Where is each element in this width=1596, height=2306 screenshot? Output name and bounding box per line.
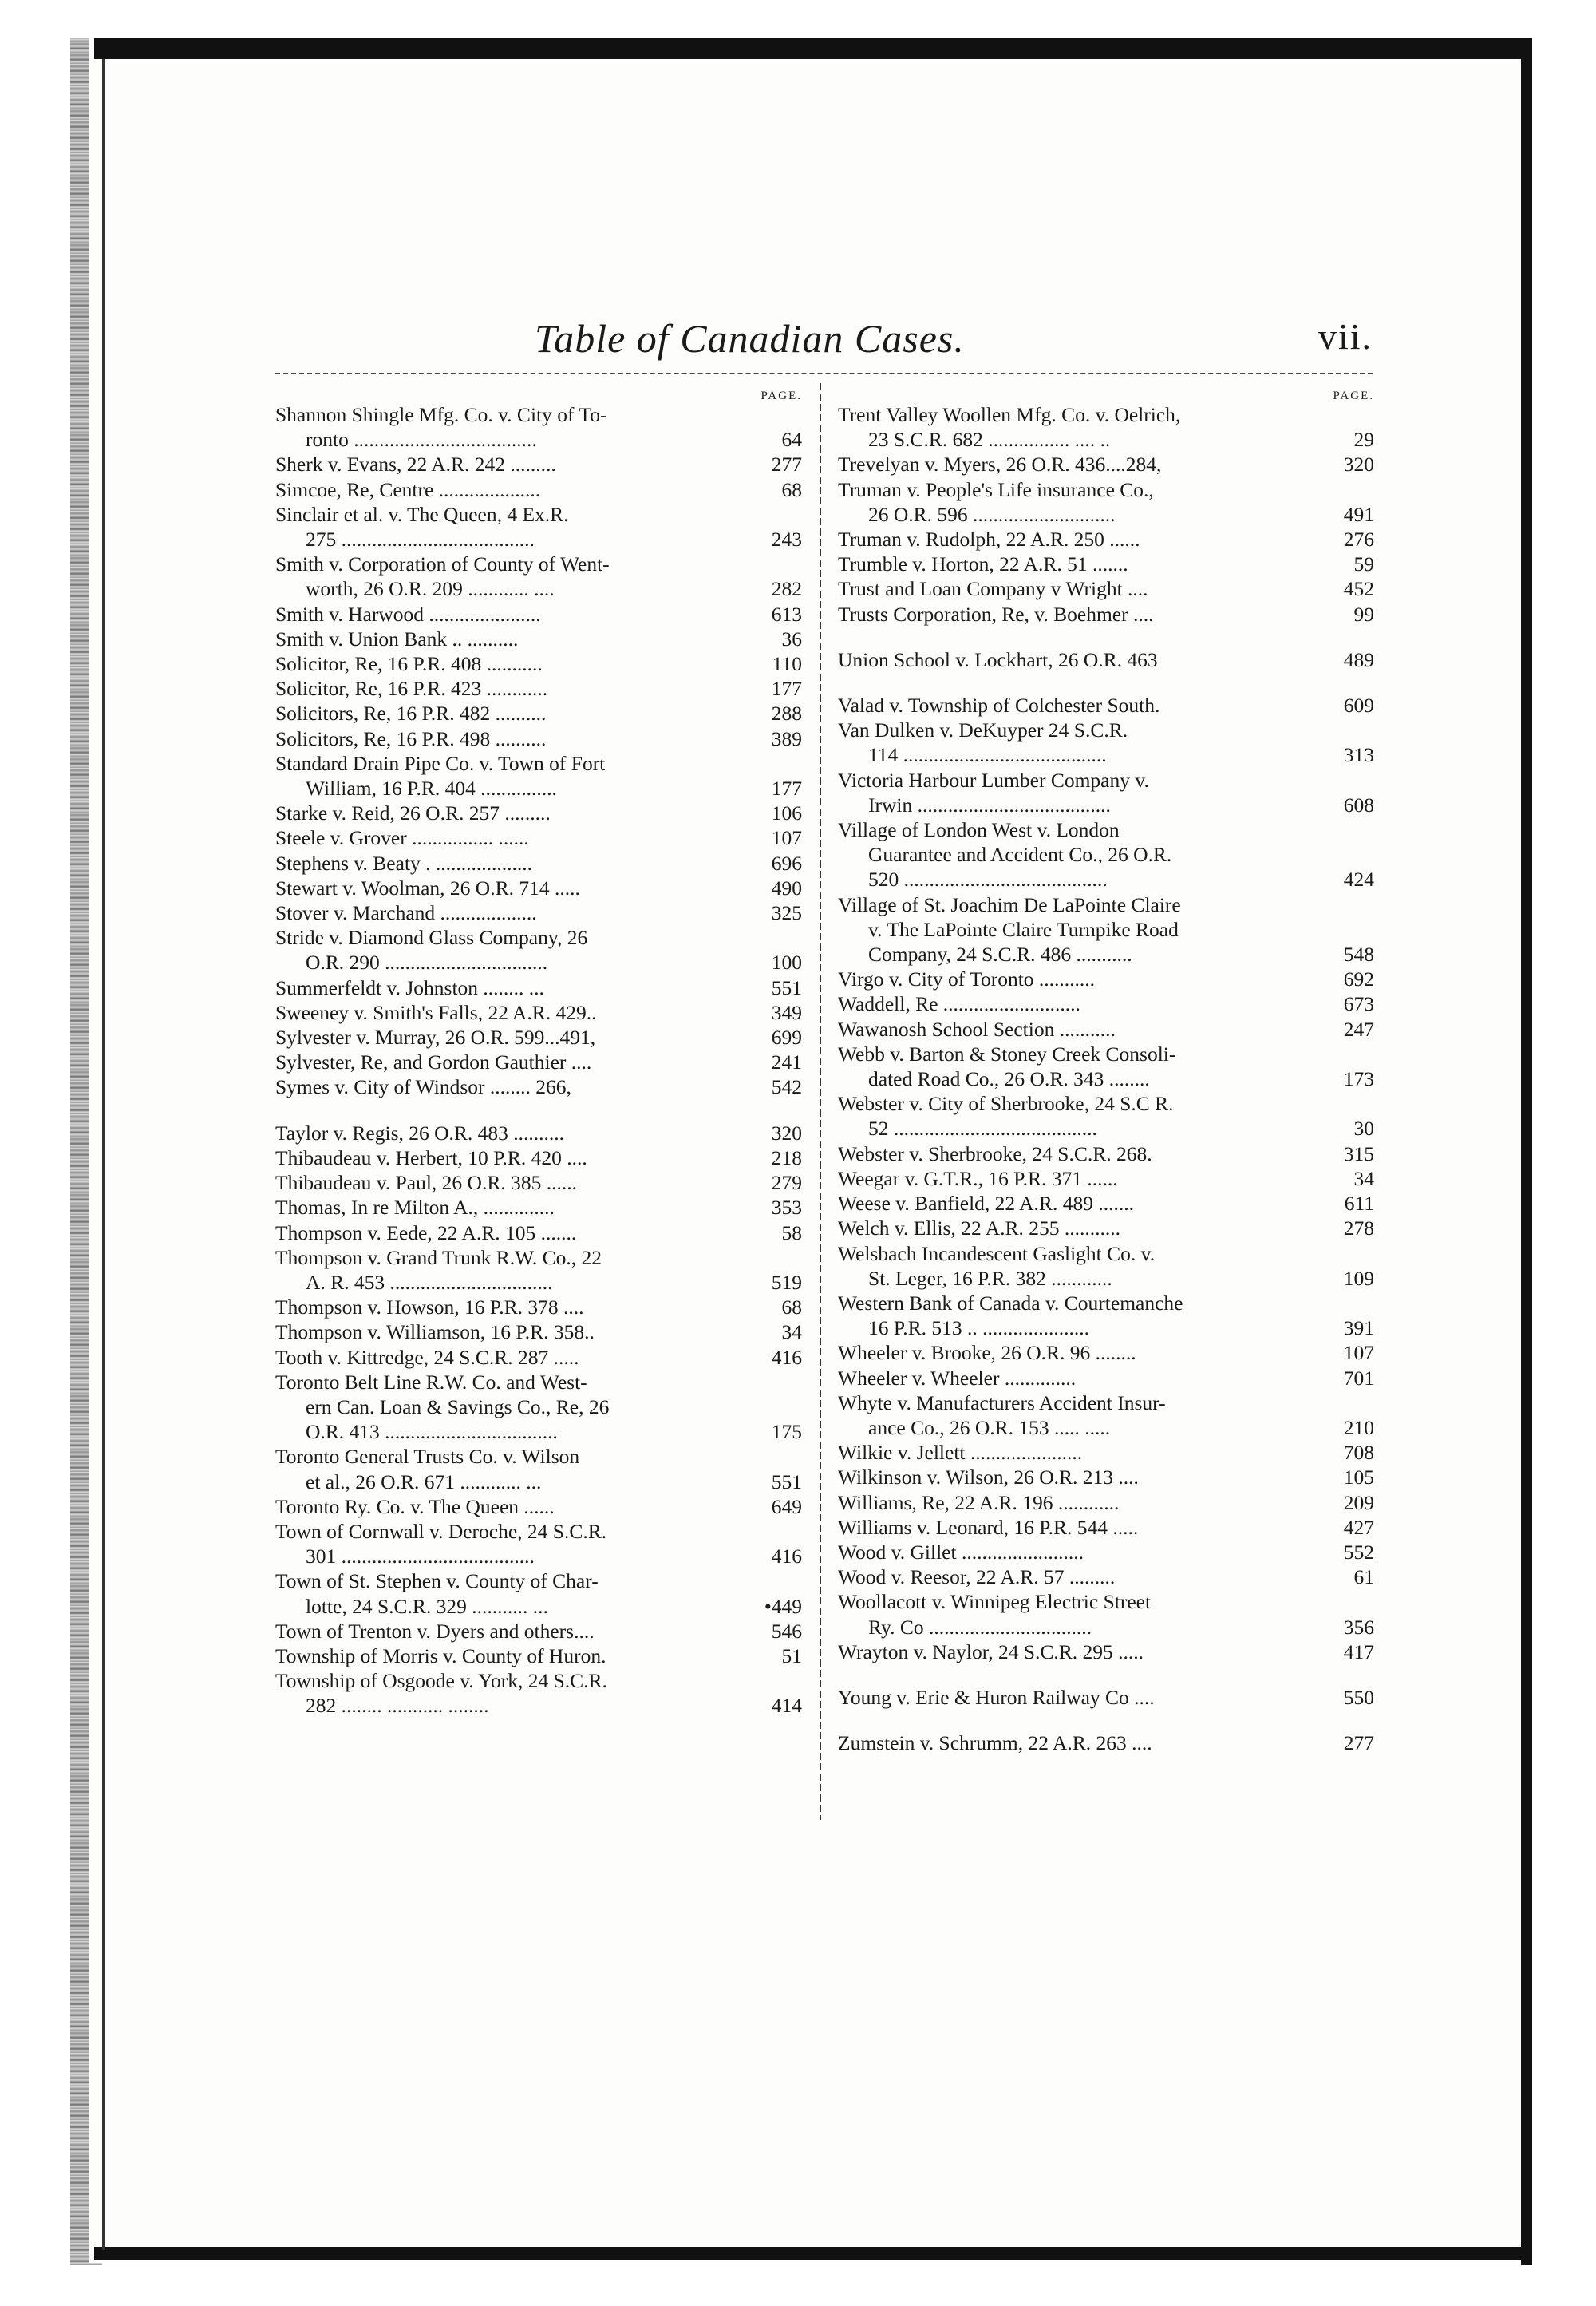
case-page-number: 546 xyxy=(771,1619,802,1643)
case-entry-text: Trent Valley Woollen Mfg. Co. v. Oelrich, xyxy=(838,403,1181,426)
case-page-number: 68 xyxy=(781,477,802,501)
case-entry-text: Wood v. Gillet ........................ xyxy=(838,1540,1084,1564)
case-page-number: 609 xyxy=(1343,694,1374,718)
case-entry xyxy=(838,1465,1374,1489)
case-entry xyxy=(838,1440,1374,1465)
case-entry-text: 275 ...................................... xyxy=(306,528,535,552)
case-entry-text: Van Dulken v. DeKuyper 24 S.C.R. xyxy=(838,718,1128,742)
column-divider xyxy=(820,383,821,1820)
case-page-number: 611 xyxy=(1344,1192,1374,1216)
case-page-number: 177 xyxy=(771,777,802,801)
case-page-number: 551 xyxy=(771,975,802,999)
case-entry xyxy=(275,1074,802,1099)
case-entry-text: Wilkie v. Jellett ...................... xyxy=(838,1441,1083,1465)
case-page-number: 279 xyxy=(771,1171,802,1195)
case-entry-text: Trust and Loan Company v Wright .... xyxy=(838,577,1148,601)
case-entry xyxy=(838,647,1374,672)
case-entry xyxy=(838,477,1374,527)
case-page-number: 173 xyxy=(1343,1067,1374,1091)
case-entry-text: Toronto Ry. Co. v. The Queen ...... xyxy=(275,1494,555,1518)
case-entry xyxy=(275,1643,802,1668)
case-entry xyxy=(838,768,1374,817)
case-entry-text: Solicitors, Re, 16 P.R. 498 .......... xyxy=(275,726,547,750)
case-entry-text: Symes v. City of Windsor ........ 266, xyxy=(275,1075,571,1099)
case-entry-text: Smith v. Harwood ...................... xyxy=(275,602,541,626)
case-entry xyxy=(838,1685,1374,1710)
case-page-number: 177 xyxy=(771,677,802,701)
case-page-number: 708 xyxy=(1343,1441,1374,1465)
section-gap xyxy=(838,1710,1374,1730)
case-entry-text: Weese v. Banfield, 22 A.R. 489 ....... xyxy=(838,1192,1134,1216)
case-entry-text: 26 O.R. 596 ............................ xyxy=(868,502,1116,526)
case-entry-text: 282 ........ ........... ........ xyxy=(306,1694,489,1718)
case-page-number: 608 xyxy=(1343,793,1374,817)
case-entry-text: Welch v. Ellis, 22 A.R. 255 ........... xyxy=(838,1216,1120,1240)
case-entry xyxy=(838,1390,1374,1440)
case-page-number: 210 xyxy=(1343,1415,1374,1439)
case-entry-text: Weegar v. G.T.R., 16 P.R. 371 ...... xyxy=(838,1166,1118,1190)
case-page-number: 58 xyxy=(781,1220,802,1244)
case-entry xyxy=(275,751,802,801)
case-entry xyxy=(838,1589,1374,1639)
case-entry-text: Truman v. People's Life insurance Co., xyxy=(838,477,1154,501)
case-entry-text: Williams v. Leonard, 16 P.R. 544 ..... xyxy=(838,1515,1139,1539)
case-entry xyxy=(838,1730,1374,1755)
case-entry-text: Village of St. Joachim De LaPointe Claire xyxy=(838,892,1181,916)
case-entry-text: Western Bank of Canada v. Courtemanche xyxy=(838,1291,1183,1315)
case-entry-text: 52 ........................................ xyxy=(868,1117,1097,1141)
case-page-number: 692 xyxy=(1343,967,1374,991)
case-page-number: 701 xyxy=(1343,1366,1374,1390)
case-entry-text: Sylvester v. Murray, 26 O.R. 599...491, xyxy=(275,1026,596,1050)
case-entry-text: Stride v. Diamond Glass Company, 26 xyxy=(275,926,588,950)
case-entry-text: Welsbach Incandescent Gaslight Co. v. xyxy=(838,1241,1156,1265)
case-entry xyxy=(838,402,1374,452)
case-entry-text: Toronto Belt Line R.W. Co. and West- xyxy=(275,1370,587,1394)
case-page-number: 276 xyxy=(1343,528,1374,552)
case-entry xyxy=(838,1017,1374,1042)
left-page-label: PAGE. xyxy=(760,390,802,402)
case-page-number: 64 xyxy=(781,428,802,452)
case-entry-text: Township of Osgoode v. York, 24 S.C.R. xyxy=(275,1669,607,1693)
case-page-number: 414 xyxy=(771,1694,802,1718)
case-entry-text: O.R. 413 .................................. xyxy=(306,1420,558,1444)
case-entry-text: William, 16 P.R. 404 ............... xyxy=(306,777,557,801)
case-page-number: 391 xyxy=(1343,1316,1374,1340)
case-page-number: 243 xyxy=(771,528,802,552)
case-entry-text: Thomas, In re Milton A., .............. xyxy=(275,1196,555,1220)
case-entry-text: ern Can. Loan & Savings Co., Re, 26 xyxy=(306,1394,610,1418)
case-entry xyxy=(838,1640,1374,1664)
case-page-number: 105 xyxy=(1343,1465,1374,1489)
case-entry xyxy=(275,627,802,651)
case-entry-text: Village of London West v. London xyxy=(838,818,1120,842)
case-entry xyxy=(838,1216,1374,1240)
case-entry xyxy=(275,1370,802,1445)
case-entry-text: ronto .................................... xyxy=(306,428,537,452)
case-entry-text: Solicitor, Re, 16 P.R. 408 ........... xyxy=(275,652,543,676)
case-entry-text: Irwin ...................................... xyxy=(868,793,1111,817)
case-page-number: 109 xyxy=(1343,1266,1374,1290)
case-entry-text: Sweeney v. Smith's Falls, 22 A.R. 429.. xyxy=(275,1000,597,1024)
case-entry xyxy=(275,1444,802,1493)
case-entry-text: ance Co., 26 O.R. 153 ..... ..... xyxy=(868,1415,1111,1439)
case-entry-text: Wheeler v. Wheeler .............. xyxy=(838,1366,1077,1390)
case-page-number: 320 xyxy=(1343,453,1374,477)
case-page-number: 51 xyxy=(781,1643,802,1667)
case-entry xyxy=(838,718,1374,767)
case-entry-text: Stewart v. Woolman, 26 O.R. 714 ..... xyxy=(275,876,580,900)
case-entry-text: Thibaudeau v. Paul, 26 O.R. 385 ...... xyxy=(275,1171,577,1195)
case-page-number: •449 xyxy=(764,1594,802,1618)
case-entry xyxy=(838,1166,1374,1191)
case-entry-text: Steele v. Grover ................ ...... xyxy=(275,826,529,850)
case-page-number: 241 xyxy=(771,1050,802,1074)
case-entry-text: O.R. 290 ................................ xyxy=(306,951,548,975)
case-page-number: 427 xyxy=(1343,1515,1374,1539)
case-page-number: 34 xyxy=(781,1320,802,1344)
case-entry-text: Wood v. Reesor, 22 A.R. 57 ......... xyxy=(838,1565,1116,1589)
case-entry-text: 23 S.C.R. 682 ................ .... .. xyxy=(868,428,1111,452)
case-entry xyxy=(275,502,802,552)
case-entry xyxy=(275,1519,802,1568)
case-entry xyxy=(838,817,1374,892)
case-entry xyxy=(838,1141,1374,1166)
case-entry-text: Starke v. Reid, 26 O.R. 257 ......... xyxy=(275,801,551,825)
case-page-number: 649 xyxy=(771,1494,802,1518)
case-entry xyxy=(275,851,802,876)
left-column xyxy=(275,390,802,1719)
right-column xyxy=(838,390,1374,1755)
case-entry-text: Solicitor, Re, 16 P.R. 423 ............ xyxy=(275,677,548,701)
case-entry xyxy=(838,991,1374,1016)
case-page-number: 353 xyxy=(771,1196,802,1220)
case-entry-text: Young v. Erie & Huron Railway Co .... xyxy=(838,1685,1155,1709)
case-page-number: 313 xyxy=(1343,743,1374,767)
case-page-number: 673 xyxy=(1343,992,1374,1016)
case-entry xyxy=(275,1170,802,1195)
case-page-number: 277 xyxy=(1343,1731,1374,1755)
case-page-number: 282 xyxy=(771,577,802,601)
case-entry-text: 301 ...................................... xyxy=(306,1545,535,1568)
case-entry-text: Wilkinson v. Wilson, 26 O.R. 213 .... xyxy=(838,1465,1139,1489)
case-entry-text: A. R. 453 ................................ xyxy=(306,1270,553,1294)
case-entry xyxy=(275,1494,802,1519)
case-page-number: 542 xyxy=(771,1075,802,1099)
left-entry-list xyxy=(275,402,802,1719)
case-entry xyxy=(275,1050,802,1074)
case-page-number: 218 xyxy=(771,1145,802,1169)
right-border-rule xyxy=(1521,38,1532,2265)
case-entry xyxy=(275,402,802,452)
case-entry-text: Toronto General Trusts Co. v. Wilson xyxy=(275,1445,580,1469)
case-entry-text: Township of Morris v. County of Huron. xyxy=(275,1643,606,1667)
left-border-rule xyxy=(102,59,105,2250)
case-entry-text: v. The LaPointe Claire Turnpike Road xyxy=(868,917,1179,941)
case-entry xyxy=(838,1191,1374,1216)
case-entry-text: Thompson v. Williamson, 16 P.R. 358.. xyxy=(275,1320,595,1344)
case-page-number: 389 xyxy=(771,726,802,750)
case-entry-text: Zumstein v. Schrumm, 22 A.R. 263 .... xyxy=(838,1731,1152,1755)
case-page-number: 424 xyxy=(1343,868,1374,892)
case-entry xyxy=(275,452,802,477)
case-page-number: 550 xyxy=(1343,1685,1374,1709)
case-entry-text: Shannon Shingle Mfg. Co. v. City of To- xyxy=(275,403,607,426)
case-entry-text: dated Road Co., 26 O.R. 343 ........ xyxy=(868,1067,1150,1091)
case-entry xyxy=(275,1000,802,1025)
case-entry-text: Smith v. Corporation of County of Went- xyxy=(275,552,610,576)
case-entry xyxy=(838,1515,1374,1540)
case-entry-text: Thompson v. Howson, 16 P.R. 378 .... xyxy=(275,1295,584,1319)
case-page-number: 416 xyxy=(771,1345,802,1369)
case-entry-text: Smith v. Union Bank .. .......... xyxy=(275,627,519,651)
case-entry-text: Solicitors, Re, 16 P.R. 482 .......... xyxy=(275,702,547,726)
case-entry-text: Woollacott v. Winnipeg Electric Street xyxy=(838,1590,1152,1614)
page-header xyxy=(271,315,1373,363)
case-entry xyxy=(275,1319,802,1344)
case-entry xyxy=(275,477,802,502)
case-page-number: 489 xyxy=(1343,647,1374,671)
top-border-rule xyxy=(94,38,1531,59)
case-entry-text: Standard Drain Pipe Co. v. Town of Fort xyxy=(275,751,606,775)
case-page-number: 288 xyxy=(771,702,802,726)
case-entry-text: Summerfeldt v. Johnston ........ ... xyxy=(275,975,544,999)
case-page-number: 209 xyxy=(1343,1490,1374,1514)
case-entry-text: Webster v. City of Sherbrooke, 24 S.C R. xyxy=(838,1092,1174,1116)
case-entry-text: Thompson v. Eede, 22 A.R. 105 ....... xyxy=(275,1220,577,1244)
case-entry-text: Town of Trenton v. Dyers and others.... xyxy=(275,1619,595,1643)
case-entry xyxy=(838,1564,1374,1589)
case-page-number: 417 xyxy=(1343,1640,1374,1663)
case-entry-text: Guarantee and Accident Co., 26 O.R. xyxy=(868,843,1172,867)
case-entry-text: worth, 26 O.R. 209 ............ .... xyxy=(306,577,555,601)
case-entry xyxy=(275,1345,802,1370)
case-page-number: 100 xyxy=(771,951,802,975)
bottom-border-rule xyxy=(94,2247,1531,2260)
case-entry-text: Company, 24 S.C.R. 486 ........... xyxy=(868,943,1132,967)
case-entry-text: Tooth v. Kittredge, 24 S.C.R. 287 ..... xyxy=(275,1345,579,1369)
case-page-number: 110 xyxy=(772,652,802,676)
case-entry xyxy=(838,452,1374,477)
case-entry-text: 16 P.R. 513 .. ..................... xyxy=(868,1316,1089,1340)
case-entry xyxy=(838,576,1374,601)
case-entry-text: 520 ........................................ xyxy=(868,868,1108,892)
case-entry-text: Wawanosh School Section ........... xyxy=(838,1017,1116,1041)
case-entry-text: Virgo v. City of Toronto ........... xyxy=(838,967,1096,991)
case-entry-text: Webster v. Sherbrooke, 24 S.C.R. 268. xyxy=(838,1141,1152,1165)
case-entry-text: Simcoe, Re, Centre .................... xyxy=(275,477,541,501)
case-entry xyxy=(838,552,1374,576)
case-page-number: 107 xyxy=(1343,1341,1374,1365)
case-page-number: 59 xyxy=(1353,552,1374,576)
page-title: Table of Canadian Cases. xyxy=(535,316,965,361)
case-page-number: 247 xyxy=(1343,1017,1374,1041)
case-page-number: 34 xyxy=(1353,1166,1374,1190)
case-page-number: 356 xyxy=(1343,1615,1374,1639)
case-entry-text: Town of Cornwall v. Deroche, 24 S.C.R. xyxy=(275,1519,607,1543)
case-entry xyxy=(838,1540,1374,1564)
case-page-number: 175 xyxy=(771,1420,802,1444)
case-entry-text: Trevelyan v. Myers, 26 O.R. 436....284, xyxy=(838,453,1162,477)
case-entry xyxy=(275,726,802,751)
case-page-number: 349 xyxy=(771,1000,802,1024)
case-entry-text: Town of St. Stephen v. County of Char- xyxy=(275,1569,598,1593)
case-page-number: 107 xyxy=(771,826,802,850)
case-entry xyxy=(275,1245,802,1295)
case-page-number: 106 xyxy=(771,801,802,825)
case-entry-text: Stover v. Marchand ................... xyxy=(275,901,537,925)
case-entry-text: lotte, 24 S.C.R. 329 ........... ... xyxy=(306,1594,548,1618)
case-page-number: 552 xyxy=(1343,1540,1374,1564)
case-entry xyxy=(838,892,1374,967)
case-entry xyxy=(275,1121,802,1145)
case-entry-text: Stephens v. Beaty . ................... xyxy=(275,851,533,875)
case-page-number: 519 xyxy=(771,1270,802,1294)
case-page-number: 325 xyxy=(771,901,802,925)
case-entry-text: Trumble v. Horton, 22 A.R. 51 ....... xyxy=(838,552,1128,576)
section-gap xyxy=(838,1664,1374,1685)
case-entry xyxy=(275,1145,802,1170)
case-page-number: 315 xyxy=(1343,1141,1374,1165)
case-page-number: 320 xyxy=(771,1121,802,1145)
case-entry xyxy=(275,1619,802,1643)
case-page-number: 452 xyxy=(1343,577,1374,601)
section-gap xyxy=(838,672,1374,693)
case-page-number: 490 xyxy=(771,876,802,900)
case-entry xyxy=(275,975,802,1000)
case-entry-text: Thompson v. Grand Trunk R.W. Co., 22 xyxy=(275,1245,602,1269)
case-entry xyxy=(838,1241,1374,1291)
case-entry xyxy=(275,1025,802,1050)
case-entry-text: Sylvester, Re, and Gordon Gauthier .... xyxy=(275,1050,592,1074)
case-entry-text: 114 ........................................ xyxy=(868,743,1107,767)
case-entry xyxy=(838,602,1374,627)
case-entry-text: Taylor v. Regis, 26 O.R. 483 .......... xyxy=(275,1121,565,1145)
case-entry xyxy=(275,651,802,676)
case-page-number: 277 xyxy=(771,453,802,477)
case-entry xyxy=(275,676,802,701)
case-entry xyxy=(838,1291,1374,1340)
case-page-number: 491 xyxy=(1343,502,1374,526)
case-page-number: 551 xyxy=(771,1469,802,1493)
case-entry-text: Sinclair et al. v. The Queen, 4 Ex.R. xyxy=(275,502,569,526)
case-entry xyxy=(275,801,802,825)
case-entry xyxy=(275,1568,802,1618)
case-entry xyxy=(838,1340,1374,1365)
case-entry xyxy=(838,1490,1374,1515)
case-entry-text: Ry. Co ................................ xyxy=(868,1615,1092,1639)
case-page-number: 278 xyxy=(1343,1216,1374,1240)
case-entry xyxy=(838,1366,1374,1390)
case-entry xyxy=(275,1195,802,1220)
case-entry-text: Valad v. Township of Colchester South. xyxy=(838,694,1160,718)
case-page-number: 548 xyxy=(1343,943,1374,967)
case-entry-text: Whyte v. Manufacturers Accident Insur- xyxy=(838,1390,1166,1414)
case-entry xyxy=(838,693,1374,718)
case-entry-text: Union School v. Lockhart, 26 O.R. 463 xyxy=(838,647,1158,671)
case-entry-text: Wheeler v. Brooke, 26 O.R. 96 ........ xyxy=(838,1341,1136,1365)
case-entry xyxy=(275,602,802,627)
right-page-label: PAGE. xyxy=(1333,390,1374,402)
case-page-number: 699 xyxy=(771,1026,802,1050)
header-rule xyxy=(275,373,1373,377)
case-page-number: 613 xyxy=(771,602,802,626)
case-page-number: 30 xyxy=(1353,1117,1374,1141)
case-entry-text: Williams, Re, 22 A.R. 196 ............ xyxy=(838,1490,1120,1514)
case-entry-text: et al., 26 O.R. 671 ............ ... xyxy=(306,1469,542,1493)
case-entry-text: Trusts Corporation, Re, v. Boehmer .... xyxy=(838,602,1154,626)
case-entry-text: Wrayton v. Naylor, 24 S.C.R. 295 ..... xyxy=(838,1640,1144,1663)
case-entry xyxy=(275,1295,802,1319)
case-entry-text: Victoria Harbour Lumber Company v. xyxy=(838,768,1149,792)
case-entry xyxy=(275,1668,802,1718)
case-entry xyxy=(838,527,1374,552)
case-entry xyxy=(275,1220,802,1245)
case-entry xyxy=(838,1042,1374,1091)
case-page-number: 61 xyxy=(1353,1565,1374,1589)
case-entry-text: Thibaudeau v. Herbert, 10 P.R. 420 .... xyxy=(275,1145,587,1169)
right-entry-list xyxy=(838,402,1374,1755)
case-page-number: 68 xyxy=(781,1295,802,1319)
case-page-number: 29 xyxy=(1353,428,1374,452)
case-entry xyxy=(275,900,802,925)
section-gap xyxy=(838,627,1374,647)
case-entry-text: Webb v. Barton & Stoney Creek Consoli- xyxy=(838,1042,1176,1066)
case-entry xyxy=(275,701,802,726)
case-entry xyxy=(275,876,802,900)
case-entry xyxy=(275,925,802,975)
case-page-number: 696 xyxy=(771,851,802,875)
case-entry xyxy=(838,967,1374,991)
case-entry-text: Waddell, Re ........................... xyxy=(838,992,1080,1016)
case-page-number: 36 xyxy=(781,627,802,651)
case-page-number: 99 xyxy=(1353,602,1374,626)
case-entry-text: Truman v. Rudolph, 22 A.R. 250 ...... xyxy=(838,528,1140,552)
case-entry-text: Sherk v. Evans, 22 A.R. 242 ......... xyxy=(275,453,556,477)
section-gap xyxy=(275,1100,802,1121)
case-page-number: 416 xyxy=(771,1545,802,1568)
case-entry xyxy=(838,1091,1374,1141)
case-entry xyxy=(275,552,802,601)
page-folio: vii. xyxy=(1317,316,1373,357)
case-entry-text: St. Leger, 16 P.R. 382 ............ xyxy=(868,1266,1112,1290)
case-entry xyxy=(275,825,802,850)
